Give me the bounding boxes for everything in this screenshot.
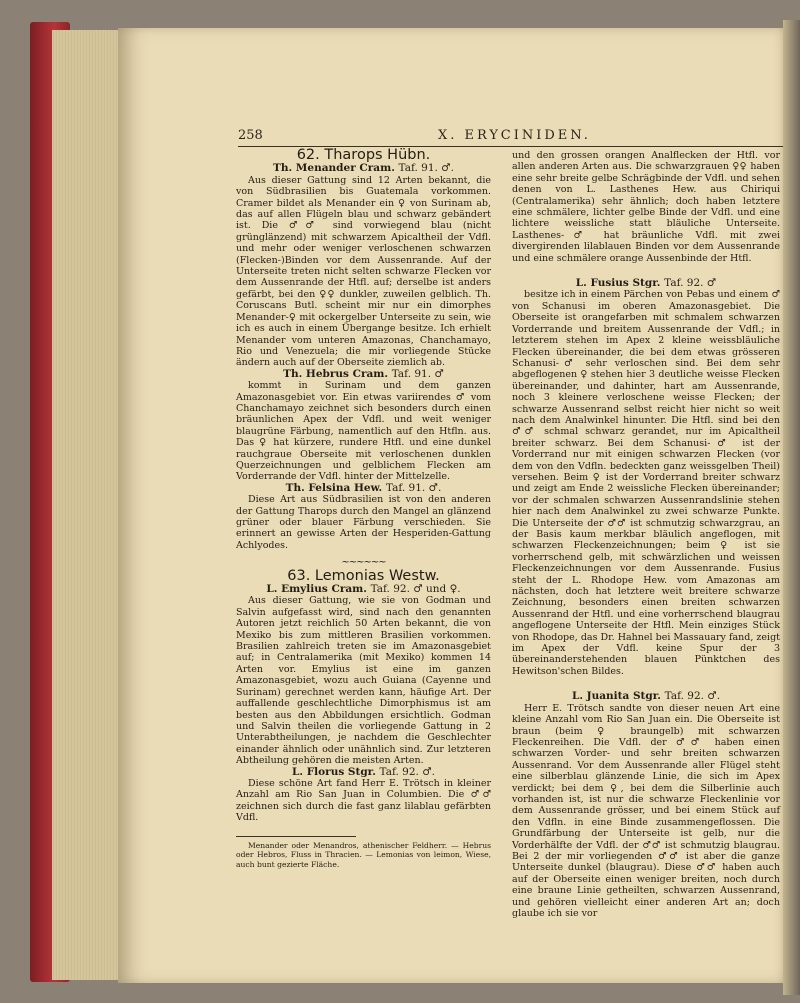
species-name: Th. Felsina Hew. xyxy=(285,481,383,494)
left-column xyxy=(236,147,491,869)
running-title: X. ERYCINIDEN. xyxy=(438,128,591,143)
plate-reference: Taf. 91. ♂ xyxy=(391,367,444,380)
paragraph-fusius: besitze ich in einem Pärchen von Pebas und einem ♂ von Schanusi im oberen Amazonasgebiet. Die Oberseite ist orangefarben mit schmalem schwarzen Vorderrande und breitem Aussenrande der Vdfl.; in letzterem stehen im Apex 2 kleine weissbläuliche Flecken übereinander, die bei dem etwas grösseren Schanusi-♂ sehr verloschen sind. Bei dem sehr abgeflogenen ♀ stehen hier 3 deutliche weisse Flecken übereinander, und dahinter, hart am Aussenrande, noch 3 kleinere verloschene weisse Flecken; der schwarze Aussenrand selbst reicht hier nicht so weit nach dem Analwinkel hinunter. Die Htfl. sind bei den ♂♂ schmal schwarz gerandet, nur im Apicaltheil breiter schwarz. Bei dem Schanusi-♂ ist der Vorderrand nur mit einigen schwarzen Flecken (vor dem von den Vdfln. bedeckten ganz weissgelben Theil) versehen. Beim ♀ ist der Vorderrand breiter schwarz und zeigt am Ende 2 weissliche Flecken übereinander; vor der schmalen schwarzen Aussenrandslinie stehen hier nach dem Analwinkel zu zwei schwarze Punkte. Die Unterseite der ♂♂ ist schmutzig schwarzgrau, an der Basis kaum merkbar bläulich angeflogen, mit schwarzen Fleckenzeichnungen; beim ♀ ist sie vorherrschend gelb, mit schwärzlichen und weissen Fleckenzeichnungen vor dem Aussenrande. Fusius steht der L. Rhodope Hew. vom Amazonas am nächsten, doch hat letztere weit breitere schwarze Zeichnung, besonders einen breiten schwarzen Aussenrand der Htfl. und eine vorherrschend blaugrau angeflogene Unterseite der Htfl. Mein einziges Stück von Rhodope, das Dr. Hahnel bei Massauary fand, zeigt im Apex der Vdfl. keine Spur der 3 übereinanderstehenden blauen Pünktchen des Hewitson'schen Bildes. xyxy=(512,289,780,677)
plate-reference: Taf. 92. ♂ xyxy=(664,277,717,290)
species-heading-felsina xyxy=(236,483,491,494)
page-number: 258 xyxy=(238,128,263,143)
section-ornament: ~~~~~~ xyxy=(341,557,386,569)
species-name: L. Fusius Stgr. xyxy=(575,277,661,290)
page-header xyxy=(238,128,783,146)
species-name: Th. Hebrus Cram. xyxy=(283,367,389,380)
plate-reference: Taf. 92. ♂. xyxy=(379,765,435,778)
right-column xyxy=(512,150,780,919)
species-name: L. Florus Stgr. xyxy=(292,765,376,778)
species-heading-fusius xyxy=(512,278,780,289)
footnote: Menander oder Menandros, athenischer Feldherr. — Hebrus oder Hebros, Fluss in Thracien. — Lemonias von leimon, Wiese, auch bunt gezierte Fläche. xyxy=(236,840,491,869)
paragraph-emylius: Aus dieser Gattung, wie sie von Godman und Salvin aufgefasst wird, sind nach den genannten Autoren jetzt reichlich 50 Arten bekannt, die von Mexiko bis zum mittleren Brasilien vorkommen. Brasilien zahlreich treten sie im Amazonasgebiet auf; in Centralamerika (mit Mexiko) kommen 14 Arten vor. Emylius ist eine im ganzen Amazonasgebiet, wozu auch Guiana (Cayenne und Surinam) gerechnet werden kann, häufige Art. Der auffallende geschlechtliche Dimorphismus ist am besten aus den Abbildungen ersichtlich. Godman und Salvin theilen die vorliegende Gattung in 2 Unterabtheilungen, je nachdem die Geschlechter einander ähnlich oder unähnlich sind. Zur letzteren Abtheilung gehören die meisten Arten. xyxy=(236,595,491,767)
species-heading-florus xyxy=(236,767,491,778)
plate-reference: Taf. 92. ♂. xyxy=(664,690,721,703)
footnote-rule xyxy=(236,836,356,837)
species-heading-hebrus xyxy=(236,369,491,380)
plate-reference: Taf. 91. ♂. xyxy=(398,162,454,175)
species-heading-menander xyxy=(236,163,491,174)
plate-reference: Taf. 91. ♂. xyxy=(385,481,442,494)
genus-heading-lemonias: 63. Lemonias Westw. xyxy=(287,567,440,584)
paragraph-florus-continued: und den grossen orangen Analflecken der Htfl. vor allen anderen Arten aus. Die schwarzgrauen ♀♀ haben eine sehr breite gelbe Schrägbinde der Vdfl. und sehen denen von L. Lasthenes Hew. aus Chiriqui (Centralamerika) sehr ähnlich; doch haben letztere eine schmälere, lichter gelbe Binde der Vdfl. und eine lichtere weissliche statt bläuliche Unterseite. Lasthenes-♂ hat bräunliche Vdfl. mit zwei divergirenden lilablauen Binden vor dem Aussenrande und eine schmälere orange Aussenbinde der Htfl. xyxy=(512,150,780,264)
plate-reference: Taf. 92. ♂ und ♀. xyxy=(370,583,461,596)
right-page-edge xyxy=(783,20,800,995)
species-name: L. Emylius Cram. xyxy=(266,583,367,596)
paragraph-menander: Aus dieser Gattung sind 12 Arten bekannt, die von Südbrasilien bis Guatemala vorkommen. Cramer bildet als Menander ein ♀ von Surinam ab, das auf allen Flügeln blau und schwarz gebändert ist. Die ♂♂ sind vorwiegend blau (nicht grünglänzend) mit schwarzem Apicaltheil der Vdfl. und mehr oder weniger verloschenen schwarzen (Flecken-)Binden vor dem Aussenrande. Auf der Unterseite treten nicht selten schwarze Flecken vor dem Aussenrande der Htfl. auf; derselbe ist anders gefärbt, bei den ♀♀ dunkler, zuweilen gelblich. Th. Coruscans Butl. scheint mir nur ein dimorphes Menander-♀ mit ockergelber Unterseite zu sein, wie ich es auch in einem Übergange besitze. Ich erhielt Menander vom unteren Amazonas, Chanchamayo, Rio und Venezuela; die mir vorliegende Stücke ändern auch auf der Oberseite ziemlich ab. xyxy=(236,174,491,369)
species-heading-juanita xyxy=(512,691,780,702)
species-name: L. Juanita Stgr. xyxy=(571,690,661,703)
paragraph-hebrus: kommt in Surinam und dem ganzen Amazonasgebiet vor. Ein etwas variirendes ♂ vom Chanchamayo zeichnet sich besonders durch einen bräunlichen Apex der Vdfl. und weit weniger blaugrüne Färbung, namentlich auf den Htfln. aus. Das ♀ hat kürzere, rundere Htfl. und eine dunkel rauchgraue Oberseite mit verloschenen dunklen Querzeichnungen und gelblichem Flecken am Vorderrande der Vdfl. hinter der Mittelzelle. xyxy=(236,380,491,483)
species-heading-emylius xyxy=(236,584,491,595)
paragraph-juanita: Herr E. Trötsch sandte von dieser neuen Art eine kleine Anzahl vom Rio San Juan ein. Die Oberseite ist braun (beim ♀ braungelb) mit schwarzen Fleckenreihen. Die Vdfl. der ♂♂ haben einen schwarzen Vorder- und sehr breiten schwarzen Aussenrand. Vor dem Aussenrande aller Flügel steht eine silberblau glänzende Linie, die sich im Apex verdickt; bei dem ♀, bei dem die Silberlinie auch vorhanden ist, ist nur die schwarze Fleckenlinie vor dem Aussenrande grösser, und bei einem Stück auf den Vdfln. in eine Binde zusammengeflossen. Die Grundfärbung der Unterseite ist gelb, nur die Vorderhälfte der Vdfl. der ♂♂ ist schmutzig blaugrau. Bei 2 der mir vorliegenden ♂♂ ist aber die ganze Unterseite dunkel (blaugrau). Diese ♂♂ haben auch auf der Oberseite einen weniger breiten, noch durch eine braune Linie getheilten, schwarzen Aussenrand, und gehören vielleicht einer anderen Art an; doch glaube ich sie vor xyxy=(512,702,780,919)
species-name: Th. Menander Cram. xyxy=(273,162,395,175)
genus-heading-tharops: 62. Tharops Hübn. xyxy=(296,147,431,163)
paragraph-felsina: Diese Art aus Südbrasilien ist von den anderen der Gattung Tharops durch den Mangel an glänzend grüner oder blauer Färbung verschieden. Sie erinnert an gewisse Arten der Hesperiden-Gattung Achlyodes. xyxy=(236,494,491,551)
paragraph-florus: Diese schöne Art fand Herr E. Trötsch in kleiner Anzahl am Rio San Juan in Columbien. Die ♂♂ zeichnen sich durch die fast ganz lilablau gefärbten Vdfl. xyxy=(236,777,491,824)
